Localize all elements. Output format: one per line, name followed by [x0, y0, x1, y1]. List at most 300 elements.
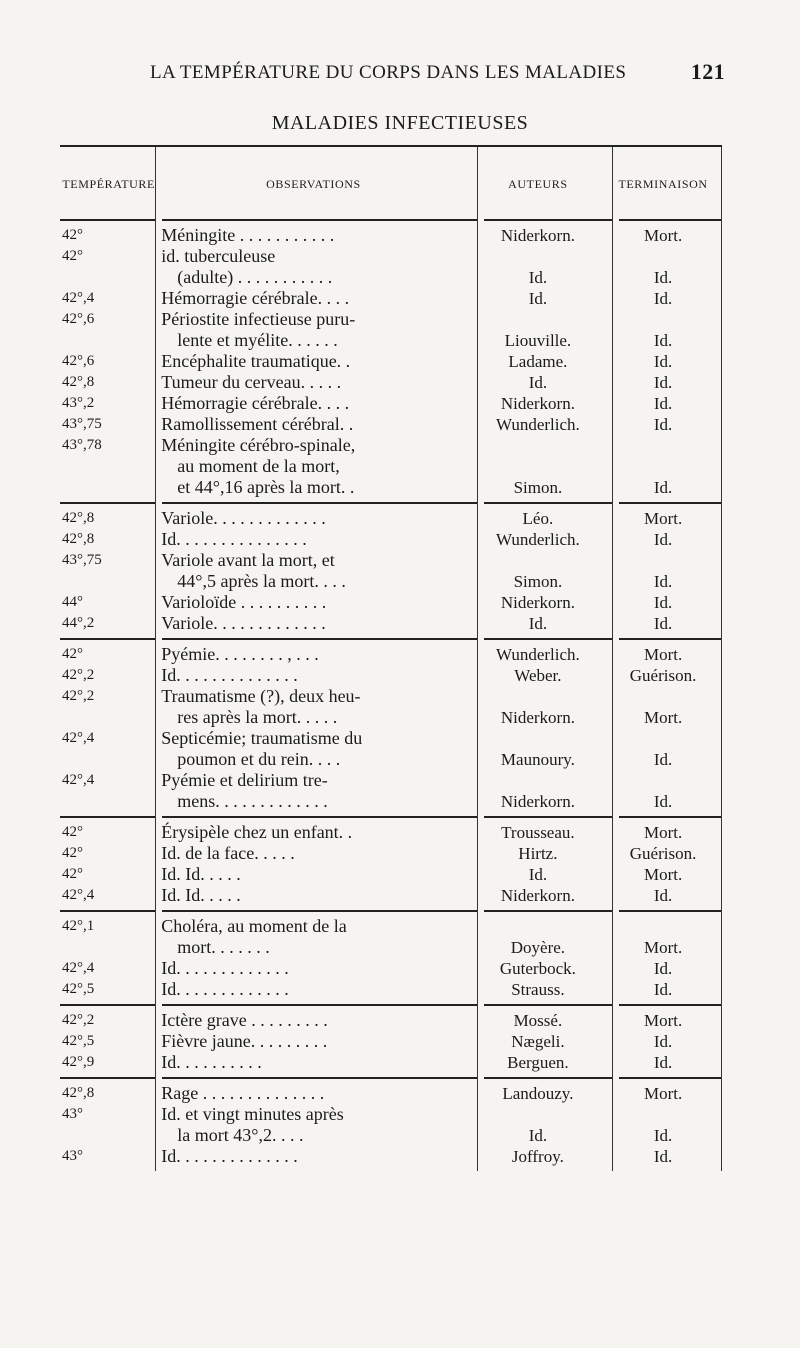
- author-name: Strauss.: [511, 980, 565, 999]
- temperature-cell: [60, 246, 155, 288]
- author-name: Ladame.: [508, 352, 568, 371]
- author-name: Weber.: [514, 666, 562, 685]
- author-cell: [472, 529, 605, 550]
- outcome-value: Mort.: [643, 823, 683, 842]
- running-header: [150, 59, 725, 84]
- temperature-value: 43°,75: [62, 552, 102, 568]
- author-cell: [472, 309, 605, 351]
- outcome-cell: [604, 613, 722, 634]
- column-header-outcome: TERMINAISON: [618, 177, 708, 191]
- outcome-cell: [604, 1031, 722, 1052]
- observation-cell: [155, 592, 471, 613]
- temperature-value: 43°,2: [62, 395, 95, 411]
- outcome-value: Id.: [653, 1032, 673, 1051]
- temperature-cell: [60, 414, 155, 435]
- temperature-value: 42°,6: [62, 353, 95, 369]
- observation-line: Variole. . . . . . . . . . . . .: [161, 613, 326, 633]
- table-header: [60, 147, 722, 219]
- observation-line: Ramollissement cérébral. .: [161, 414, 354, 434]
- observation-cell: [155, 225, 471, 246]
- outcome-value: Id.: [653, 1053, 673, 1072]
- author-cell: [472, 958, 605, 979]
- author-name: Wunderlich.: [495, 530, 580, 549]
- temperature-cell: [60, 1052, 155, 1073]
- temperature-value: 42°,5: [62, 981, 95, 997]
- table-row: [60, 665, 722, 686]
- column-rule: [477, 147, 478, 1171]
- temperature-cell: [60, 393, 155, 414]
- observation-line: Pyémie et delirium tre-: [161, 770, 328, 790]
- temperature-cell: [60, 1031, 155, 1052]
- author-name: Joffroy.: [511, 1147, 564, 1166]
- author-cell: [472, 822, 605, 843]
- author-cell: [472, 864, 605, 885]
- observation-line: Rage . . . . . . . . . . . . . .: [161, 1083, 325, 1103]
- temperature-value: 42°: [62, 248, 83, 264]
- outcome-value: Id.: [653, 959, 673, 978]
- observation-cell: [155, 686, 471, 728]
- table-body: [60, 219, 722, 1171]
- author-name: Simon.: [513, 478, 563, 497]
- column-header-observations: OBSERVATIONS: [266, 177, 361, 191]
- author-cell: [472, 1146, 605, 1167]
- outcome-cell: [604, 1083, 722, 1104]
- author-cell: [472, 885, 605, 906]
- table-row: [60, 885, 722, 906]
- temperature-cell: [60, 550, 155, 592]
- outcome-value: Id.: [653, 572, 673, 591]
- author-cell: [472, 1010, 605, 1031]
- table-row: [60, 351, 722, 372]
- temperature-cell: [60, 885, 155, 906]
- observation-line: Fièvre jaune. . . . . . . . .: [161, 1031, 328, 1051]
- outcome-cell: [604, 728, 722, 770]
- author-name: Id.: [528, 373, 548, 392]
- observation-line: mens. . . . . . . . . . . . .: [177, 791, 328, 811]
- outcome-cell: [604, 435, 722, 498]
- observation-line: Septicémie; traumatisme du: [161, 728, 363, 748]
- observation-cell: [155, 958, 471, 979]
- observation-cell: [155, 372, 471, 393]
- group-rule: [484, 1077, 612, 1079]
- temperature-cell: [60, 1146, 155, 1167]
- author-name: Mossé.: [513, 1011, 563, 1030]
- table-row: [60, 1031, 722, 1052]
- outcome-value: Id.: [653, 980, 673, 999]
- outcome-value: Mort.: [643, 708, 683, 727]
- group-rule: [619, 910, 721, 912]
- observation-line: id. tuberculeuse: [161, 246, 276, 266]
- temperature-value: 42°,8: [62, 510, 95, 526]
- temperature-cell: [60, 1083, 155, 1104]
- group-rule: [162, 1077, 477, 1079]
- group-rule: [484, 638, 612, 640]
- observation-cell: [155, 1083, 471, 1104]
- author-name: Léo.: [522, 509, 554, 528]
- outcome-value: Id.: [653, 750, 673, 769]
- author-cell: [472, 686, 605, 728]
- temperature-value: 42°,2: [62, 1012, 95, 1028]
- temperature-value: 42°: [62, 824, 83, 840]
- table-row: [60, 1010, 722, 1031]
- observation-line: Id. . . . . . . . . . . . . .: [161, 665, 298, 685]
- temperature-cell: [60, 288, 155, 309]
- table-row: [60, 288, 722, 309]
- temperature-value: 43°: [62, 1106, 83, 1122]
- table-row: [60, 686, 722, 728]
- outcome-value: Id.: [653, 289, 673, 308]
- author-name: Id.: [528, 614, 548, 633]
- row-group: [60, 219, 722, 502]
- temperature-value: 44°: [62, 594, 83, 610]
- temperature-value: 42°: [62, 845, 83, 861]
- author-cell: [472, 843, 605, 864]
- outcome-value: Guérison.: [629, 666, 697, 685]
- observation-cell: [155, 885, 471, 906]
- author-cell: [472, 1031, 605, 1052]
- temperature-cell: [60, 372, 155, 393]
- table-row: [60, 393, 722, 414]
- author-cell: [472, 1104, 605, 1146]
- observation-line: Hémorragie cérébrale. . . .: [161, 393, 350, 413]
- temperature-cell: [60, 1104, 155, 1146]
- outcome-cell: [604, 592, 722, 613]
- author-name: Simon.: [513, 572, 563, 591]
- outcome-value: Id.: [653, 415, 673, 434]
- outcome-cell: [604, 979, 722, 1000]
- temperature-cell: [60, 508, 155, 529]
- table-row: [60, 1083, 722, 1104]
- author-cell: [472, 644, 605, 665]
- observation-line: Érysipèle chez un enfant. .: [161, 822, 353, 842]
- outcome-cell: [604, 686, 722, 728]
- observation-cell: [155, 979, 471, 1000]
- temperature-value: 42°: [62, 646, 83, 662]
- row-group: [60, 502, 722, 638]
- author-cell: [472, 508, 605, 529]
- observation-cell: [155, 435, 471, 498]
- temperature-value: 42°: [62, 227, 83, 243]
- outcome-cell: [604, 508, 722, 529]
- temperature-value: 42°,8: [62, 374, 95, 390]
- outcome-value: Id.: [653, 331, 673, 350]
- observation-line: Traumatisme (?), deux heu-: [161, 686, 361, 706]
- outcome-value: Id.: [653, 593, 673, 612]
- temperature-value: 42°,4: [62, 960, 95, 976]
- observation-cell: [155, 414, 471, 435]
- observation-cell: [155, 351, 471, 372]
- group-rule: [60, 816, 155, 818]
- row-group: [60, 816, 722, 910]
- observation-line: Id. . . . . . . . . .: [161, 1052, 262, 1072]
- temperature-value: 44°,2: [62, 615, 95, 631]
- observation-cell: [155, 1052, 471, 1073]
- author-cell: [472, 728, 605, 770]
- observation-line: Variole avant la mort, et: [161, 550, 335, 570]
- observation-cell: [155, 1010, 471, 1031]
- author-cell: [472, 1052, 605, 1073]
- table-title: MALADIES INFECTIEUSES: [271, 112, 529, 134]
- observation-cell: [155, 508, 471, 529]
- observation-line: Périostite infectieuse puru-: [161, 309, 356, 329]
- observation-cell: [155, 393, 471, 414]
- group-rule: [619, 502, 721, 504]
- temperature-cell: [60, 822, 155, 843]
- temperature-value: 43°: [62, 1148, 83, 1164]
- author-name: Niderkorn.: [500, 708, 575, 727]
- temperature-value: 42°: [62, 866, 83, 882]
- outcome-value: Mort.: [643, 938, 683, 957]
- author-cell: [472, 770, 605, 812]
- table-row: [60, 529, 722, 550]
- row-group: [60, 910, 722, 1004]
- outcome-cell: [604, 864, 722, 885]
- observation-line: lente et myélite. . . . . .: [177, 330, 338, 350]
- temperature-value: 42°,4: [62, 772, 95, 788]
- data-table: [60, 145, 722, 1171]
- observation-line: Id. de la face. . . . .: [161, 843, 295, 863]
- temperature-value: 42°,2: [62, 667, 95, 683]
- table-row: [60, 309, 722, 351]
- author-name: Id.: [528, 268, 548, 287]
- outcome-value: Id.: [653, 1147, 673, 1166]
- outcome-value: Id.: [653, 352, 673, 371]
- observation-cell: [155, 529, 471, 550]
- author-name: Landouzy.: [502, 1084, 574, 1103]
- outcome-value: Mort.: [643, 509, 683, 528]
- group-rule: [60, 910, 155, 912]
- table-row: [60, 435, 722, 498]
- author-cell: [472, 288, 605, 309]
- author-name: Doyère.: [510, 938, 566, 957]
- temperature-value: 43°,78: [62, 437, 102, 453]
- outcome-cell: [604, 770, 722, 812]
- observation-line: mort. . . . . . .: [177, 937, 270, 957]
- temperature-value: 42°,4: [62, 290, 95, 306]
- observation-cell: [155, 1104, 471, 1146]
- outcome-cell: [604, 550, 722, 592]
- temperature-cell: [60, 770, 155, 812]
- observation-line: Id. et vingt minutes après: [161, 1104, 344, 1124]
- observation-line: Tumeur du cerveau. . . . .: [161, 372, 342, 392]
- outcome-value: Id.: [653, 394, 673, 413]
- outcome-cell: [604, 916, 722, 958]
- observation-line: Hémorragie cérébrale. . . .: [161, 288, 350, 308]
- author-name: Wunderlich.: [495, 645, 580, 664]
- author-name: Liouville.: [504, 331, 572, 350]
- observation-cell: [155, 916, 471, 958]
- outcome-cell: [604, 1010, 722, 1031]
- temperature-cell: [60, 529, 155, 550]
- outcome-value: Id.: [653, 1126, 673, 1145]
- observation-cell: [155, 288, 471, 309]
- author-name: Niderkorn.: [500, 226, 575, 245]
- column-header-authors: AUTEURS: [508, 177, 568, 191]
- outcome-value: Id.: [653, 530, 673, 549]
- column-rule: [721, 147, 722, 1171]
- observation-cell: [155, 644, 471, 665]
- author-cell: [472, 414, 605, 435]
- outcome-cell: [604, 665, 722, 686]
- observation-line: Id. . . . . . . . . . . . . .: [161, 1146, 298, 1166]
- author-cell: [472, 916, 605, 958]
- table-row: [60, 1104, 722, 1146]
- temperature-cell: [60, 728, 155, 770]
- temperature-value: 42°,8: [62, 531, 95, 547]
- group-rule: [60, 502, 155, 504]
- outcome-cell: [604, 1104, 722, 1146]
- temperature-cell: [60, 613, 155, 634]
- author-cell: [472, 435, 605, 498]
- observation-cell: [155, 246, 471, 288]
- observation-line: poumon et du rein. . . .: [177, 749, 341, 769]
- outcome-cell: [604, 309, 722, 351]
- temperature-cell: [60, 864, 155, 885]
- group-rule: [619, 816, 721, 818]
- temperature-value: 42°,8: [62, 1085, 95, 1101]
- outcome-cell: [604, 288, 722, 309]
- observation-line: 44°,5 après la mort. . . .: [177, 571, 346, 591]
- observation-line: Id. . . . . . . . . . . . .: [161, 979, 289, 999]
- author-name: Id.: [528, 289, 548, 308]
- observation-line: Méningite cérébro-spinale,: [161, 435, 356, 455]
- temperature-cell: [60, 686, 155, 728]
- author-name: Trousseau.: [501, 823, 575, 842]
- table-row: [60, 822, 722, 843]
- temperature-value: 42°,2: [62, 688, 95, 704]
- observation-cell: [155, 728, 471, 770]
- outcome-value: Mort.: [643, 1084, 683, 1103]
- author-name: Guterbock.: [499, 959, 576, 978]
- author-name: Hirtz.: [518, 844, 558, 863]
- outcome-cell: [604, 246, 722, 288]
- author-name: Id.: [528, 1126, 548, 1145]
- outcome-value: Mort.: [643, 1011, 683, 1030]
- temperature-value: 42°,4: [62, 887, 95, 903]
- observation-cell: [155, 309, 471, 351]
- observation-cell: [155, 1146, 471, 1167]
- temperature-cell: [60, 1010, 155, 1031]
- temperature-value: 42°,1: [62, 918, 95, 934]
- table-row: [60, 916, 722, 958]
- observation-line: Id. . . . . . . . . . . . .: [161, 958, 289, 978]
- observation-line: Id. . . . . . . . . . . . . . .: [161, 529, 307, 549]
- outcome-value: Id.: [653, 268, 673, 287]
- page-number: 121: [690, 59, 725, 84]
- outcome-value: Mort.: [643, 226, 683, 245]
- group-rule: [484, 816, 612, 818]
- group-rule: [484, 219, 612, 221]
- temperature-cell: [60, 916, 155, 958]
- author-cell: [472, 550, 605, 592]
- author-cell: [472, 372, 605, 393]
- outcome-cell: [604, 1052, 722, 1073]
- author-name: Niderkorn.: [500, 792, 575, 811]
- table-row: [60, 592, 722, 613]
- author-name: Niderkorn.: [500, 593, 575, 612]
- outcome-cell: [604, 822, 722, 843]
- observation-line: Encéphalite traumatique. .: [161, 351, 351, 371]
- column-header-temperature: TEMPÉRATURE: [62, 177, 155, 191]
- observation-cell: [155, 822, 471, 843]
- observation-cell: [155, 1031, 471, 1052]
- group-rule: [484, 910, 612, 912]
- outcome-value: Mort.: [643, 865, 683, 884]
- observation-line: Ictère grave . . . . . . . . .: [161, 1010, 328, 1030]
- author-name: Berguen.: [507, 1053, 569, 1072]
- table-row: [60, 843, 722, 864]
- row-group: [60, 1077, 722, 1171]
- outcome-value: Id.: [653, 792, 673, 811]
- group-rule: [619, 1077, 721, 1079]
- running-title: LA TEMPÉRATURE DU CORPS DANS LES MALADIES: [150, 62, 627, 83]
- author-cell: [472, 665, 605, 686]
- column-rule: [612, 147, 613, 1171]
- outcome-value: Id.: [653, 614, 673, 633]
- observation-cell: [155, 613, 471, 634]
- group-rule: [162, 1004, 477, 1006]
- column-rule: [155, 147, 156, 1171]
- observation-line: Choléra, au moment de la: [161, 916, 347, 936]
- observation-line: res après la mort. . . . .: [177, 707, 338, 727]
- outcome-value: Guérison.: [629, 844, 697, 863]
- outcome-value: Id.: [653, 478, 673, 497]
- author-cell: [472, 246, 605, 288]
- group-rule: [619, 638, 721, 640]
- temperature-cell: [60, 225, 155, 246]
- observation-cell: [155, 864, 471, 885]
- temperature-cell: [60, 843, 155, 864]
- temperature-cell: [60, 351, 155, 372]
- row-group: [60, 1004, 722, 1077]
- outcome-value: Id.: [653, 373, 673, 392]
- outcome-value: Id.: [653, 886, 673, 905]
- outcome-cell: [604, 529, 722, 550]
- outcome-cell: [604, 644, 722, 665]
- temperature-value: 42°,4: [62, 730, 95, 746]
- table-row: [60, 770, 722, 812]
- outcome-cell: [604, 414, 722, 435]
- observation-line: Variole. . . . . . . . . . . . .: [161, 508, 326, 528]
- table-row: [60, 1146, 722, 1167]
- observation-line: (adulte) . . . . . . . . . . .: [177, 267, 333, 287]
- author-cell: [472, 613, 605, 634]
- author-name: Niderkorn.: [500, 394, 575, 413]
- table-row: [60, 414, 722, 435]
- group-rule: [162, 910, 477, 912]
- author-cell: [472, 979, 605, 1000]
- temperature-cell: [60, 958, 155, 979]
- group-rule: [619, 219, 721, 221]
- author-name: Nægeli.: [511, 1032, 565, 1051]
- group-rule: [60, 1077, 155, 1079]
- temperature-cell: [60, 592, 155, 613]
- temperature-cell: [60, 644, 155, 665]
- group-rule: [60, 638, 155, 640]
- outcome-cell: [604, 372, 722, 393]
- observation-cell: [155, 550, 471, 592]
- table-row: [60, 958, 722, 979]
- outcome-cell: [604, 1146, 722, 1167]
- author-cell: [472, 225, 605, 246]
- table-row: [60, 644, 722, 665]
- table-row: [60, 1052, 722, 1073]
- observation-line: Pyémie. . . . . . . . , . . .: [161, 644, 319, 664]
- table-row: [60, 550, 722, 592]
- table-row: [60, 864, 722, 885]
- author-name: Wunderlich.: [495, 415, 580, 434]
- observation-line: Id. Id. . . . .: [161, 864, 241, 884]
